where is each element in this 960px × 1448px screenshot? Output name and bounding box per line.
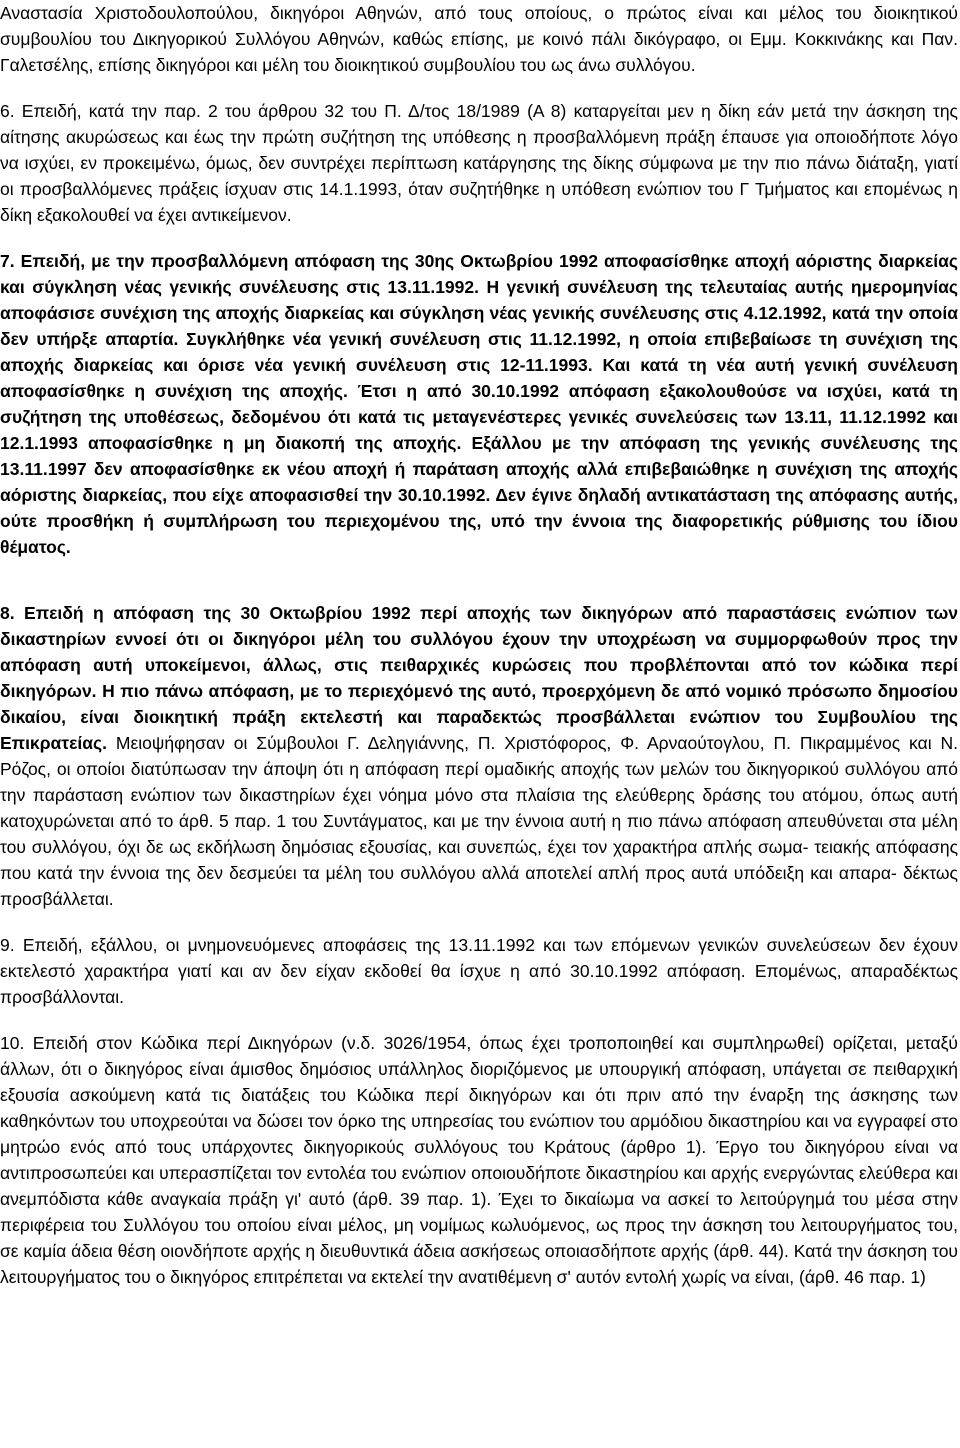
paragraph-gap [0,1010,958,1030]
paragraph-6: 6. Επειδή, κατά την παρ. 2 του άρθρου 32 του Π. Δ/τος 18/1989 (Α 8) καταργείται μεν η δίκη εάν μετά την άσκηση της αίτησης ακυρώσεως και έως την πρώτη συζήτηση της υπόθεσης η προσβαλλόμενη πράξη έπαυσε για οποιοδήποτε λόγο να ισχύει, εν προκειμένω, όμως, δεν συντρέχει περίπτωση κατάργησης της δίκης σύμφωνα με την πιο πάνω διάταξη, γιατί οι προσβαλλόμενες πράξεις ίσχυαν στις 14.1.1993, όταν συζητήθηκε η υπόθεση ενώπιον του Γ Τμήματος και επομένως η δίκη εξακολουθεί να έχει αντικείμενον. [0,101,958,225]
paragraph-8-bold-part: 8. Επειδή η απόφαση της 30 Οκτωβρίου 1992 περί αποχής των δικηγόρων από παραστάσεις ενώπιον των δικαστηρίων εννοεί ότι οι δικηγόροι μέλη του συλλόγου έχουν την υποχρέωση να συμμορφωθούν προς την απόφαση αυτή υποκείμενοι, άλλως, στις πειθαρχικές κυρώσεις που προβλέπονται από τον κώδικα περί δικηγόρων. Η πιο πάνω απόφαση, με το περιεχόμενό της αυτό, προερχόμενη δε από νομικό πρόσωπο δημοσίου δικαίου, είναι διοικητική πράξη εκτελεστή και παραδεκτώς προσβάλλεται ενώπιον του Συμβουλίου της Επικρατείας. [0,603,958,753]
paragraph-gap [0,912,958,932]
paragraph-8-regular-part: Μειοψήφησαν οι Σύμβουλοι Γ. Δεληγιάννης, Π. Χριστόφορος, Φ. Αρναούτογλου, Π. Πικραμμένος και Ν. Ρόζος, οι οποίοι διατύπωσαν την άποψη ότι η απόφαση περί ομαδικής αποχής των μελών του δικηγορικού συλλόγου από την παράσταση ενώπιον των δικαστηρίων έχει νόημα μόνο στα πλαίσια της ελεύθερης δράσης του ατόμου, όπως αυτή κατοχυρώνεται από το άρθ. 5 παρ. 1 του Συντάγματος, και με την έννοια αυτή η πιο πάνω απόφαση απευθύνεται στα μέλη του συλλόγου, όχι δε ως εκδήλωση δημόσιας εξουσίας, και συνεπώς, έχει τον χαρακτήρα απλής σωμα- τειακής απόφασης που κατά την έννοια της δεν δεσμεύει τα μέλη του συλλόγου αλλά αποτελεί απλή προς αυτά υπόδειξη και απαρα- δέκτως προσβάλλεται. [0,733,958,909]
paragraph-10: 10. Επειδή στον Κώδικα περί Δικηγόρων (ν.δ. 3026/1954, όπως έχει τροποποιηθεί και συμπληρωθεί) ορίζεται, μεταξύ άλλων, ότι ο δικηγόρος είναι άμισθος δημόσιος υπάλληλος διοριζόμενος με υπουργική απόφαση, υπάγεται σε πειθαρχική εξουσία ασκούμενη κατά τις διατάξεις του Κώδικα περί δικηγόρων και ότι πριν από την έναρξη της άσκησης των καθηκόντων του υποχρεούται να δώσει τον όρκο της υπηρεσίας του ενώπιον του αρμόδιου δικαστηρίου και να εγγραφεί στο μητρώο ενός από τους υπάρχοντες δικηγορικούς συλλόγους του Κράτους (άρθρο 1). Έργο του δικηγόρου είναι να αντιπροσωπεύει και υπερασπίζεται τον εντολέα του ενώπιον οποιουδήποτε δικαστηρίου και αρχής ενεργώντας ελεύθερα και ανεμπόδιστα κάθε αναγκαία πράξη γι' αυτό (άρθ. 39 παρ. 1). Έχει το δικαίωμα να ασκεί το λειτούργημά του μέσα στην περιφέρεια του Συλλόγου του οποίου είναι μέλος, μη νομίμως κωλυόμενος, ως προς την άσκηση του λειτουργήματος του, σε καμία άδεια θέση οιονδήποτε αρχής η διευθυντικά άδεια ασκήσεως οποιασδήποτε αρχής (άρθ. 44). Κατά την άσκηση του λειτουργήματος του ο δικηγόρος επιτρέπεται να εκτελεί την ανατιθέμενη σ' αυτόν εντολή χωρίς να είναι, (άρθ. 46 παρ. 1) [0,1033,958,1287]
paragraph-gap [0,560,958,580]
paragraph-9: 9. Επειδή, εξάλλου, οι μνημονευόμενες αποφάσεις της 13.11.1992 και των επόμενων γενικών συνελεύσεων δεν έχουν εκτελεστό χαρακτήρα γιατί και αν δεν είχαν εκδοθεί θα ίσχυε η από 30.10.1992 απόφαση. Επομένως, απαραδέκτως προσβάλλονται. [0,935,958,1007]
paragraph-7: 7. Επειδή, με την προσβαλλόμενη απόφαση της 30ης Οκτωβρίου 1992 αποφασίσθηκε αποχή αόριστης διαρκείας και σύγκληση νέας γενικής συνέλευσης στις 13.11.1992. Η γενική συνέλευση της τελευταίας αυτής ημερομηνίας αποφάσισε συνέχιση της αποχής διαρκείας και σύγκληση νέας γενικής συνέλευσης στις 4.12.1992, κατά την οποία δεν υπήρξε απαρτία. Συγκλήθηκε νέα γενική συνέλευση στις 11.12.1992, η οποία επιβεβαίωσε τη συνέχιση της αποχής διαρκείας και όρισε νέα γενική συνέλευση στις 12-11.1993. Και κατά τη νέα αυτή γενική συνέλευση αποφασίσθηκε η συνέχιση της αποχής. Έτσι η από 30.10.1992 απόφαση εξακολουθούσε να ισχύει, κατά τη συζήτηση της υποθέσεως, δεδομένου ότι κατά τις μεταγενέστερες γενικές συνελεύσεις των 13.11, 11.12.1992 και 12.1.1993 αποφασίσθηκε η μη διακοπή της αποχής. Εξάλλου με την απόφαση της γενικής συνέλευσης της 13.11.1997 δεν αποφασίσθηκε εκ νέου αποχή ή παράταση αποχής αλλά επιβεβαιώθηκε η συνέχιση της αποχής αόριστης διαρκείας, που είχε αποφασισθεί την 30.10.1992. Δεν έγινε δηλαδή αντικατάσταση της απόφασης αυτής, ούτε προσθήκη ή συμπλήρωση του περιεχομένου της, υπό την έννοια της διαφορετικής ρύθμισης του ίδιου θέματος. [0,251,958,557]
paragraph-intro: Αναστασία Χριστοδουλοπούλου, δικηγόροι Αθηνών, από τους οποίους, ο πρώτος είναι και μέλος του διοικητικού συμβουλίου του Δικηγορικού Συλλόγου Αθηνών, καθώς επίσης, με κοινό πάλι δικόγραφο, οι Εμμ. Κοκκινάκης και Παν. Γαλετσέλης, επίσης δικηγόροι και μέλη του διοικητικού συμβουλίου του ως άνω συλλόγου. [0,3,958,75]
paragraph-gap [0,228,958,248]
paragraph-gap [0,78,958,98]
paragraph-8 [0,600,958,912]
paragraph-gap [0,580,958,600]
